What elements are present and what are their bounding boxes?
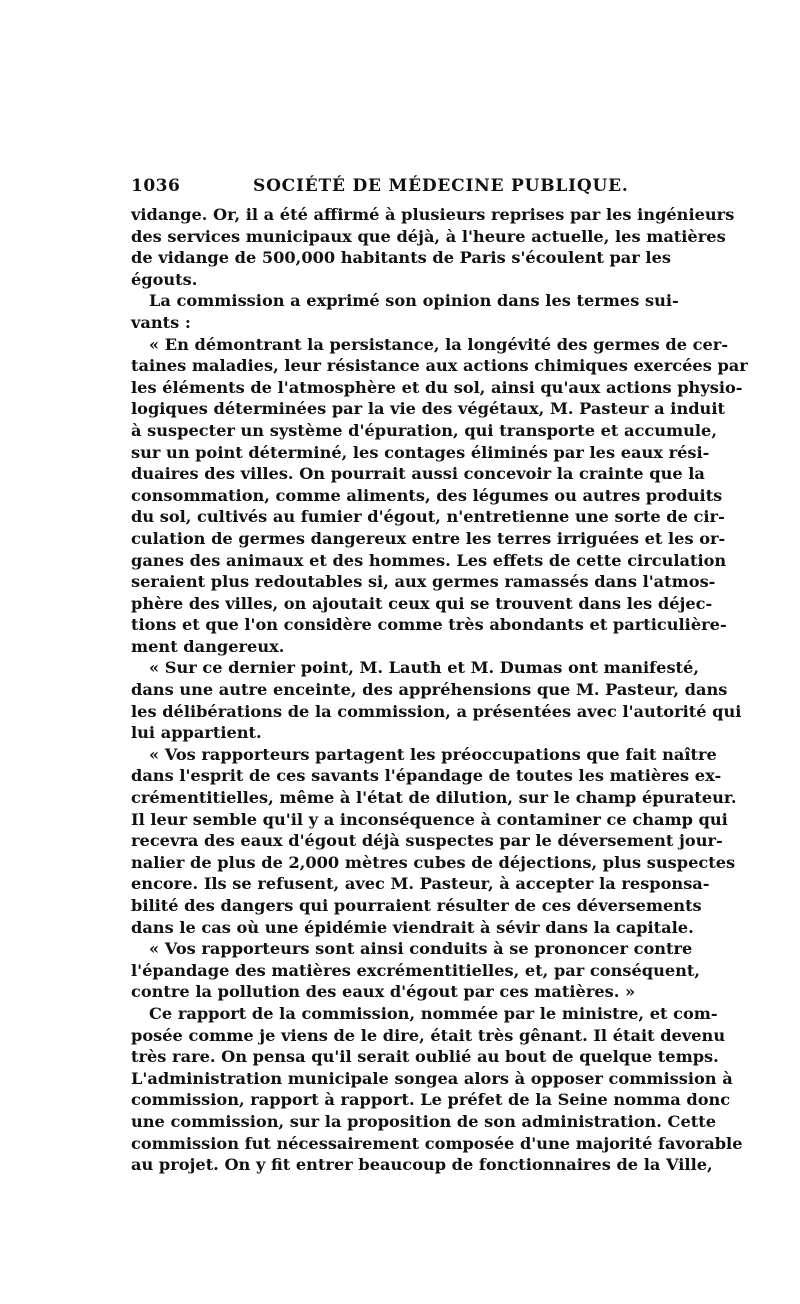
text-line: La commission a exprimé son opinion dans les termes sui- bbox=[149, 291, 679, 311]
text-line: l'épandage des matières excrémentitielles, et, par conséquent, bbox=[131, 960, 701, 980]
text-line: « Sur ce dernier point, M. Lauth et M. Dumas ont manifesté, bbox=[149, 658, 699, 678]
text-line: culation de germes dangereux entre les terres irriguées et les or- bbox=[131, 528, 726, 548]
text-line: « En démontrant la persistance, la longévité des germes de cer- bbox=[149, 334, 729, 354]
text-line: ment dangereux. bbox=[131, 636, 285, 656]
text-line: de vidange de 500,000 habitants de Paris s'écoulent par les bbox=[131, 248, 671, 268]
text-line: « Vos rapporteurs partagent les préoccupations que fait naître bbox=[149, 744, 717, 764]
text-line: nalier de plus de 2,000 mètres cubes de déjections, plus suspectes bbox=[131, 852, 736, 872]
text-line: logiques déterminées par la vie des végétaux, M. Pasteur a induit bbox=[131, 399, 725, 419]
text-line: ganes des animaux et des hommes. Les effets de cette circulation bbox=[131, 550, 727, 570]
text-line: crémentitielles, même à l'état de dilution, sur le champ épurateur. bbox=[131, 788, 737, 808]
text-line: commission fut nécessairement composée d'une majorité favorable bbox=[131, 1133, 743, 1153]
text-line: bilité des dangers qui pourraient résulter de ces déversements bbox=[131, 896, 702, 915]
text-line: vidange. Or, il a été affirmé à plusieurs reprises par les ingénieurs bbox=[131, 205, 735, 224]
text-line: les éléments de l'atmosphère et du sol, ainsi qu'aux actions physio- bbox=[131, 377, 743, 397]
text-line: vants : bbox=[131, 312, 191, 332]
text-line: « Vos rapporteurs sont ainsi conduits à se prononcer contre bbox=[149, 939, 693, 959]
page-header bbox=[131, 176, 667, 198]
text-line: une commission, sur la proposition de son administration. Cette bbox=[131, 1111, 716, 1131]
text-line: lui appartient. bbox=[131, 723, 262, 743]
text-line: phère des villes, on ajoutait ceux qui se trouvent dans les déjec- bbox=[131, 593, 713, 613]
text-line: les délibérations de la commission, a présentées avec l'autorité qui bbox=[131, 701, 742, 721]
text-line: consommation, comme aliments, des légumes ou autres produits bbox=[131, 485, 723, 505]
text-line: tions et que l'on considère comme très abondants et particulière- bbox=[131, 615, 727, 635]
text-line: égouts. bbox=[131, 269, 198, 289]
text-line: dans une autre enceinte, des appréhensions que M. Pasteur, dans bbox=[131, 680, 728, 700]
text-line: encore. Ils se refusent, avec M. Pasteur, à accepter la responsa- bbox=[131, 874, 710, 894]
text-line: taines maladies, leur résistance aux actions chimiques exercées par bbox=[131, 356, 748, 376]
text-line: dans l'esprit de ces savants l'épandage de toutes les matières ex- bbox=[131, 766, 722, 786]
text-line: commission, rapport à rapport. Le préfet de la Seine nomma donc bbox=[131, 1090, 731, 1110]
text-line: seraient plus redoutables si, aux germes ramassés dans l'atmos- bbox=[131, 572, 716, 592]
text-line: L'administration municipale songea alors à opposer commission à bbox=[131, 1068, 733, 1088]
text-line: des services municipaux que déjà, à l'heure actuelle, les matières bbox=[131, 226, 726, 246]
text-line: recevra des eaux d'égout déjà suspectes par le déversement jour- bbox=[131, 831, 723, 851]
text-line: Ce rapport de la commission, nommée par le ministre, et com- bbox=[149, 1003, 718, 1023]
text-line: duaires des villes. On pourrait aussi concevoir la crainte que la bbox=[131, 464, 705, 484]
text-line: à suspecter un système d'épuration, qui transporte et accumule, bbox=[131, 420, 717, 440]
text-line: posée comme je viens de le dire, était très gênant. Il était devenu bbox=[131, 1025, 726, 1045]
body-text bbox=[131, 204, 748, 1176]
text-line: contre la pollution des eaux d'égout par ces matières. » bbox=[131, 982, 636, 1002]
page-number: 1036 bbox=[131, 176, 181, 196]
text-line: du sol, cultivés au fumier d'égout, n'entretienne une sorte de cir- bbox=[131, 507, 725, 527]
text-line: dans le cas où une épidémie viendrait à sévir dans la capitale. bbox=[131, 917, 694, 937]
text-line: sur un point déterminé, les contages éliminés par les eaux rési- bbox=[131, 442, 710, 462]
text-line: au projet. On y fit entrer beaucoup de fonctionnaires de la Ville, bbox=[131, 1155, 713, 1175]
running-title: SOCIÉTÉ DE MÉDECINE PUBLIQUE. bbox=[253, 176, 629, 196]
text-line: très rare. On pensa qu'il serait oublié au bout de quelque temps. bbox=[131, 1047, 719, 1067]
text-line: Il leur semble qu'il y a inconséquence à contaminer ce champ qui bbox=[131, 809, 728, 829]
